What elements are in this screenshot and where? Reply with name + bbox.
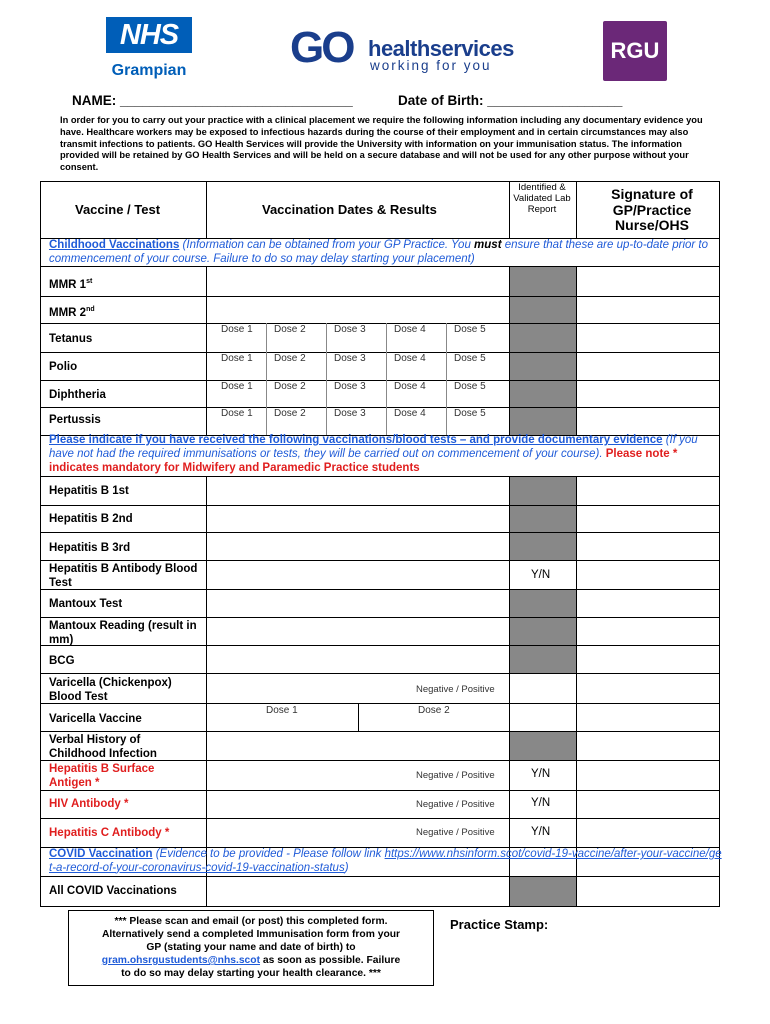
rule xyxy=(40,818,720,819)
instructions-line4-text: as soon as possible. Failure xyxy=(260,955,401,966)
immunisation-table xyxy=(40,181,720,907)
hepb-antibody-yn[interactable]: Y/N xyxy=(531,569,551,581)
instructions-box xyxy=(68,910,434,986)
go-logo-tagline: working for you xyxy=(370,58,492,73)
rule xyxy=(386,323,387,435)
rule xyxy=(509,266,510,435)
rule xyxy=(509,876,510,907)
varicella-dose1[interactable]: Dose 1 xyxy=(266,705,298,716)
lab-shade-mmr xyxy=(509,266,576,323)
rule xyxy=(576,476,577,876)
rule xyxy=(206,181,207,238)
dose-label[interactable]: Dose 5 xyxy=(454,408,486,419)
name-field[interactable]: NAME: _______________________________ xyxy=(72,93,353,108)
instructions-line4 xyxy=(69,954,433,967)
dose-label[interactable]: Dose 1 xyxy=(221,381,253,392)
rule xyxy=(206,476,207,876)
email-link[interactable]: gram.ohsrgustudents@nhs.scot xyxy=(101,955,261,966)
rule xyxy=(40,380,720,381)
rule xyxy=(509,181,510,238)
practice-stamp-label: Practice Stamp: xyxy=(450,917,549,932)
row-pertussis: Pertussis xyxy=(49,414,101,426)
instructions-line1: *** Please scan and email (or post) this completed form. xyxy=(114,916,388,927)
row-mantoux: Mantoux Test xyxy=(49,598,123,610)
section2-ital: (If you have not had the required immunisations or tests, they will be carried out on commencement of your course). xyxy=(49,434,698,460)
rule xyxy=(40,673,720,674)
col-header-vaccine: Vaccine / Test xyxy=(75,202,161,217)
dose-label[interactable]: Dose 2 xyxy=(274,408,306,419)
varicella-dose2[interactable]: Dose 2 xyxy=(418,705,450,716)
row-tetanus: Tetanus xyxy=(49,333,93,345)
rgu-logo: RGU xyxy=(603,21,667,81)
rule xyxy=(40,790,720,791)
dose-label[interactable]: Dose 4 xyxy=(394,353,426,364)
hiv-yn[interactable]: Y/N xyxy=(531,797,551,809)
nhs-logo: NHS xyxy=(106,17,192,53)
col-header-lab: Identified & Validated Lab Report xyxy=(513,182,571,215)
col-header-dates: Vaccination Dates & Results xyxy=(262,202,437,217)
dose-label[interactable]: Dose 4 xyxy=(394,324,426,335)
row-all-covid: All COVID Vaccinations xyxy=(49,885,177,897)
lab-shade-covid xyxy=(509,876,576,906)
row-hiv: HIV Antibody * xyxy=(49,798,129,810)
dose-label[interactable]: Dose 4 xyxy=(394,381,426,392)
row-hepb2: Hepatitis B 2nd xyxy=(49,513,133,525)
hepc-result[interactable]: Negative / Positive xyxy=(416,827,495,838)
dose-label[interactable]: Dose 3 xyxy=(334,324,366,335)
rule xyxy=(40,323,720,324)
dose-label[interactable]: Dose 1 xyxy=(221,408,253,419)
row-diphtheria: Diphtheria xyxy=(49,389,106,401)
row-mmr2-sup: nd xyxy=(86,306,95,313)
nhs-region-label: Grampian xyxy=(111,62,187,79)
row-mmr1-sup: st xyxy=(86,278,93,285)
dob-field[interactable]: Date of Birth: __________________ xyxy=(398,93,623,108)
rule xyxy=(40,266,720,267)
row-mmr2 xyxy=(49,303,95,320)
dose-label[interactable]: Dose 2 xyxy=(274,381,306,392)
rule xyxy=(40,617,720,618)
rule xyxy=(576,181,577,238)
rule xyxy=(206,876,207,907)
row-mmr1-label: MMR 1 xyxy=(49,278,87,291)
rule xyxy=(40,505,720,506)
rule xyxy=(40,352,720,353)
rule xyxy=(446,323,447,435)
dose-label[interactable]: Dose 3 xyxy=(334,353,366,364)
hepb-surface-yn[interactable]: Y/N xyxy=(531,768,551,780)
childhood-title: Childhood Vaccinations xyxy=(49,239,180,251)
dose-label[interactable]: Dose 5 xyxy=(454,353,486,364)
go-logo-name: healthservices xyxy=(368,36,514,61)
childhood-must: must xyxy=(474,239,502,251)
rule xyxy=(40,407,720,408)
rule xyxy=(576,266,577,435)
hepb-surface-result[interactable]: Negative / Positive xyxy=(416,770,495,781)
dose-label[interactable]: Dose 1 xyxy=(221,353,253,364)
hepc-yn[interactable]: Y/N xyxy=(531,826,551,838)
row-mantoux-reading: Mantoux Reading (result in mm) xyxy=(49,620,197,646)
col-header-signature: Signature of GP/Practice Nurse/OHS xyxy=(611,186,693,233)
rule xyxy=(206,266,207,435)
rule xyxy=(358,703,359,731)
varicella-result[interactable]: Negative / Positive xyxy=(416,684,495,695)
rule xyxy=(40,876,720,877)
covid-link[interactable]: https://www.nhsinform.scot/covid-19-vaccine/after-your-vaccine/get-a-record-of-your-coronavirus-covid-19-vaccination-status xyxy=(49,848,722,874)
covid-text: (Evidence to be provided - Please follow link xyxy=(152,848,385,860)
row-bcg: BCG xyxy=(49,655,75,667)
row-hepb3: Hepatitis B 3rd xyxy=(49,542,131,554)
covid-note xyxy=(49,848,724,875)
hiv-result[interactable]: Negative / Positive xyxy=(416,799,495,810)
dose-label[interactable]: Dose 4 xyxy=(394,408,426,419)
lab-shade-doses xyxy=(509,323,576,435)
lab-shade-mantoux xyxy=(509,589,576,673)
childhood-text-b: ensure that these are up-to-date prior to commencement of your course. Failure to do so may delay starting your placement) xyxy=(49,239,709,265)
row-polio: Polio xyxy=(49,361,78,373)
row-varicella-vaccine: Varicella Vaccine xyxy=(49,713,142,725)
dose-label[interactable]: Dose 5 xyxy=(454,381,486,392)
instructions-line2: Alternatively send a completed Immunisation form from your xyxy=(101,929,401,940)
rule xyxy=(266,323,267,435)
rule xyxy=(40,532,720,533)
dose-label[interactable]: Dose 3 xyxy=(334,408,366,419)
dose-label[interactable]: Dose 1 xyxy=(221,324,253,335)
instructions-line3: GP (stating your name and date of birth) to xyxy=(146,942,356,953)
row-hepb1: Hepatitis B 1st xyxy=(49,485,129,497)
dose-label[interactable]: Dose 5 xyxy=(454,324,486,335)
rule xyxy=(40,731,720,732)
dose-label[interactable]: Dose 2 xyxy=(274,324,306,335)
section2-bold: Please indicate if you have received the following vaccinations/blood tests – and provide documentary evidence xyxy=(49,434,663,446)
childhood-note xyxy=(49,239,717,266)
rule xyxy=(40,560,720,561)
dose-label[interactable]: Dose 2 xyxy=(274,353,306,364)
rule xyxy=(40,296,720,297)
go-logo-mark: GO xyxy=(290,23,353,72)
section2-red: Please note * indicates mandatory for Midwifery and Paramedic Practice students xyxy=(49,447,678,474)
section2-note xyxy=(49,434,724,475)
intro-paragraph: In order for you to carry out your practice with a clinical placement we require the following information including any documentary evidence you have. Healthcare workers may be exposed to infectious hazards during the course of their employment and in certain circumstances may also transmit infections to patients. GO Health Services will provide the University with information on your immunisation status. The information provided will be retained by GO Health Services and will be held on a secure database and will not be used for any other purpose without your consent. xyxy=(60,115,703,173)
rule xyxy=(326,323,327,435)
covid-close: ) xyxy=(344,861,349,874)
row-mmr2-label: MMR 2 xyxy=(49,306,87,319)
covid-title: COVID Vaccination xyxy=(49,848,153,860)
row-hepc: Hepatitis C Antibody * xyxy=(49,827,170,839)
row-verbal-history: Verbal History of Childhood Infection xyxy=(49,734,157,760)
row-hepb-antibody: Hepatitis B Antibody Blood Test xyxy=(49,563,198,589)
rule xyxy=(509,476,510,876)
rule xyxy=(576,876,577,907)
row-hepb-surface: Hepatitis B Surface Antigen * xyxy=(49,763,155,789)
lab-shade-hepb xyxy=(509,476,576,560)
lab-shade-verbal xyxy=(509,731,576,760)
childhood-text-a: (Information can be obtained from your GP Practice. You xyxy=(179,239,475,251)
row-varicella-blood: Varicella (Chickenpox) Blood Test xyxy=(49,677,172,703)
instructions-line5: to do so may delay starting your health clearance. *** xyxy=(121,968,381,979)
dose-label[interactable]: Dose 3 xyxy=(334,381,366,392)
rule xyxy=(40,476,720,477)
row-mmr1 xyxy=(49,275,92,292)
